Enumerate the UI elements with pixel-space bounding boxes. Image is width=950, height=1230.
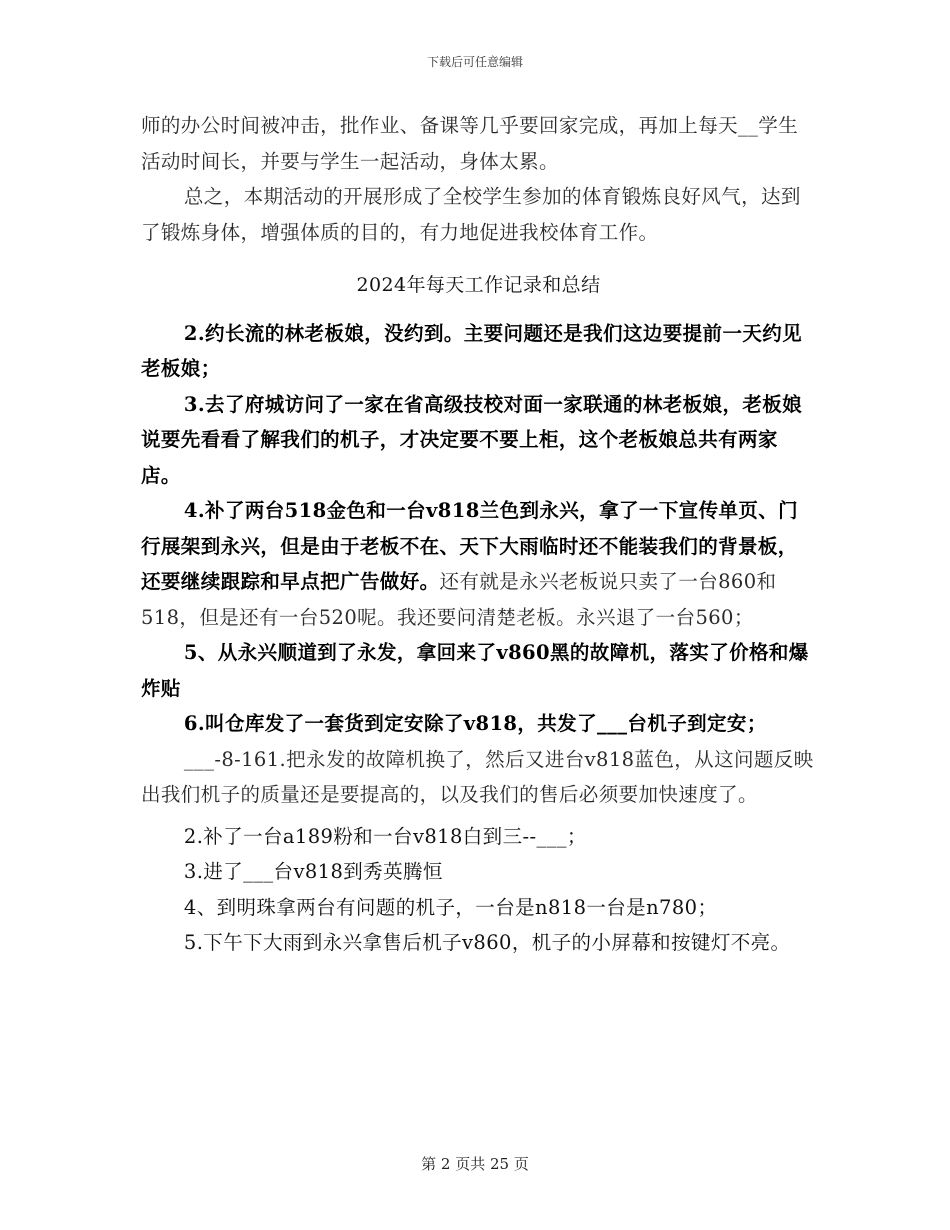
section-title: 2024年每天工作记录和总结 [356, 274, 601, 296]
paragraph-bold-part: 4.补了两台518金色和一台v818兰色到永兴，拿了一下宣传单页、门行展架到永兴，但是由于老板不在、天下大雨临时还不能装我们的背景板，还要继续跟踪和早点把广告做好。 [141, 499, 799, 593]
page-header: 下载后可任意编辑 [426, 55, 523, 69]
document-body [141, 108, 816, 961]
paragraph: 6.叫仓库发了一套货到定安除了v818，共发了___台机子到定安； [183, 712, 767, 735]
page-footer: 第 2 页共 25 页 [421, 1155, 529, 1173]
paragraph: 5、从永兴顺道到了永发，拿回来了v860黑的故障机，落实了价格和爆炸贴 [141, 641, 809, 700]
paragraph: 3.进了___台v818到秀英腾恒 [183, 860, 443, 883]
paragraph: 2.补了一台a189粉和一台v818白到三--___； [183, 824, 587, 848]
paragraph: 5.下午下大雨到永兴拿售后机子v860，机子的小屏幕和按键灯不亮。 [183, 931, 791, 954]
paragraph [141, 493, 816, 635]
paragraph: 总之，本期活动的开展形成了全校学生参加的体育锻炼良好风气，达到了锻炼身体，增强体质的目的，有力地促进我校体育工作。 [141, 185, 801, 244]
paragraph-normal-part: 还有就是永兴老板说只卖了一台860和518，但是还有一台520呢。我还要问清楚老板。永兴退了一台560； [141, 570, 777, 629]
paragraph: 3.去了府城访问了一家在省高级技校对面一家联通的林老板娘，老板娘说要先看看了解我们的机子，才决定要不要上柜，这个老板娘总共有两家店。 [141, 392, 803, 487]
paragraph: 4、到明珠拿两台有问题的机子，一台是n818一台是n780； [183, 895, 718, 919]
paragraph: ___-8-161.把永发的故障机换了，然后又进台v818蓝色，从这问题反映出我们机子的质量还是要提高的，以及我们的售后必须要加快速度了。 [141, 747, 814, 806]
paragraph: 师的办公时间被冲击，批作业、备课等几乎要回家完成，再加上每天__学生活动时间长，并要与学生一起活动，身体太累。 [141, 114, 799, 173]
paragraph: 2.约长流的林老板娘，没约到。主要问题还是我们这边要提前一天约见老板娘； [141, 321, 803, 380]
